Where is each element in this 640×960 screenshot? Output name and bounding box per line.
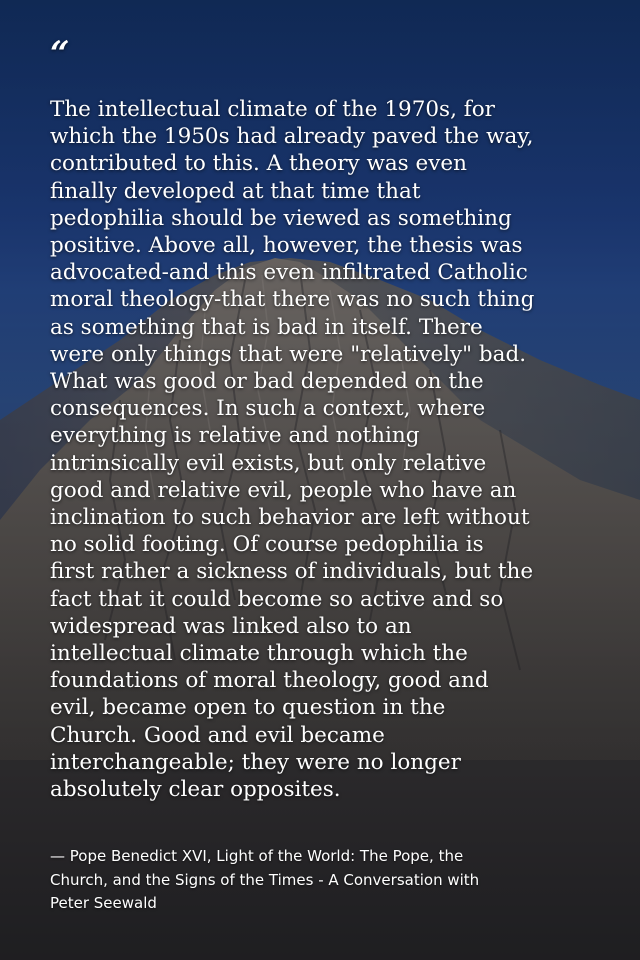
quote-line: finally developed at that time that — [50, 178, 421, 204]
quote-line: absolutely clear opposites. — [50, 777, 341, 803]
quote-line: consequences. In such a context, where — [50, 396, 486, 422]
quote-line: interchangeable; they were no longer — [50, 749, 461, 775]
quote-line: everything is relative and nothing — [50, 423, 420, 449]
quote-line: widespread was linked also to an — [50, 613, 412, 639]
quote-text — [50, 96, 598, 803]
quote-line: fact that it could become so active and so — [50, 586, 504, 612]
quote-line: positive. Above all, however, the thesis was — [50, 233, 523, 259]
quote-line: intrinsically evil exists, but only relative — [50, 450, 487, 476]
quote-line: Church. Good and evil became — [50, 722, 385, 748]
quote-line: The intellectual climate of the 1970s, for — [50, 97, 495, 122]
attribution-line: — Pope Benedict XVI, Light of the World: The Pope, the — [50, 847, 464, 865]
quote-line: moral theology-that there was no such thing — [50, 287, 535, 313]
quote-line: as something that is bad in itself. There — [50, 314, 483, 340]
quote-line: foundations of moral theology, good and — [50, 668, 489, 694]
quote-line: advocated-and this even infiltrated Catholic — [50, 260, 528, 286]
quote-line: were only things that were "relatively" bad. — [50, 341, 527, 367]
quote-line: good and relative evil, people who have an — [50, 477, 517, 503]
attribution-line: Church, and the Signs of the Times - A Conversation with — [50, 870, 480, 889]
quote-line: first rather a sickness of individuals, but the — [50, 559, 534, 585]
quote-line: no solid footing. Of course pedophilia is — [50, 532, 484, 558]
quote-line: which the 1950s had already paved the way, — [50, 124, 534, 150]
attribution-line: Peter Seewald — [50, 894, 157, 912]
quote-line: contributed to this. A theory was even — [50, 151, 467, 177]
quote-line: intellectual climate through which the — [50, 641, 468, 667]
quote-line: What was good or bad depended on the — [50, 369, 484, 395]
quote-line: pedophilia should be viewed as something — [50, 205, 512, 231]
quote-line: evil, became open to question in the — [50, 695, 446, 721]
quote-attribution — [50, 845, 580, 916]
quote-line: inclination to such behavior are left without — [50, 505, 530, 531]
quote-mark-icon: “ — [50, 34, 70, 74]
